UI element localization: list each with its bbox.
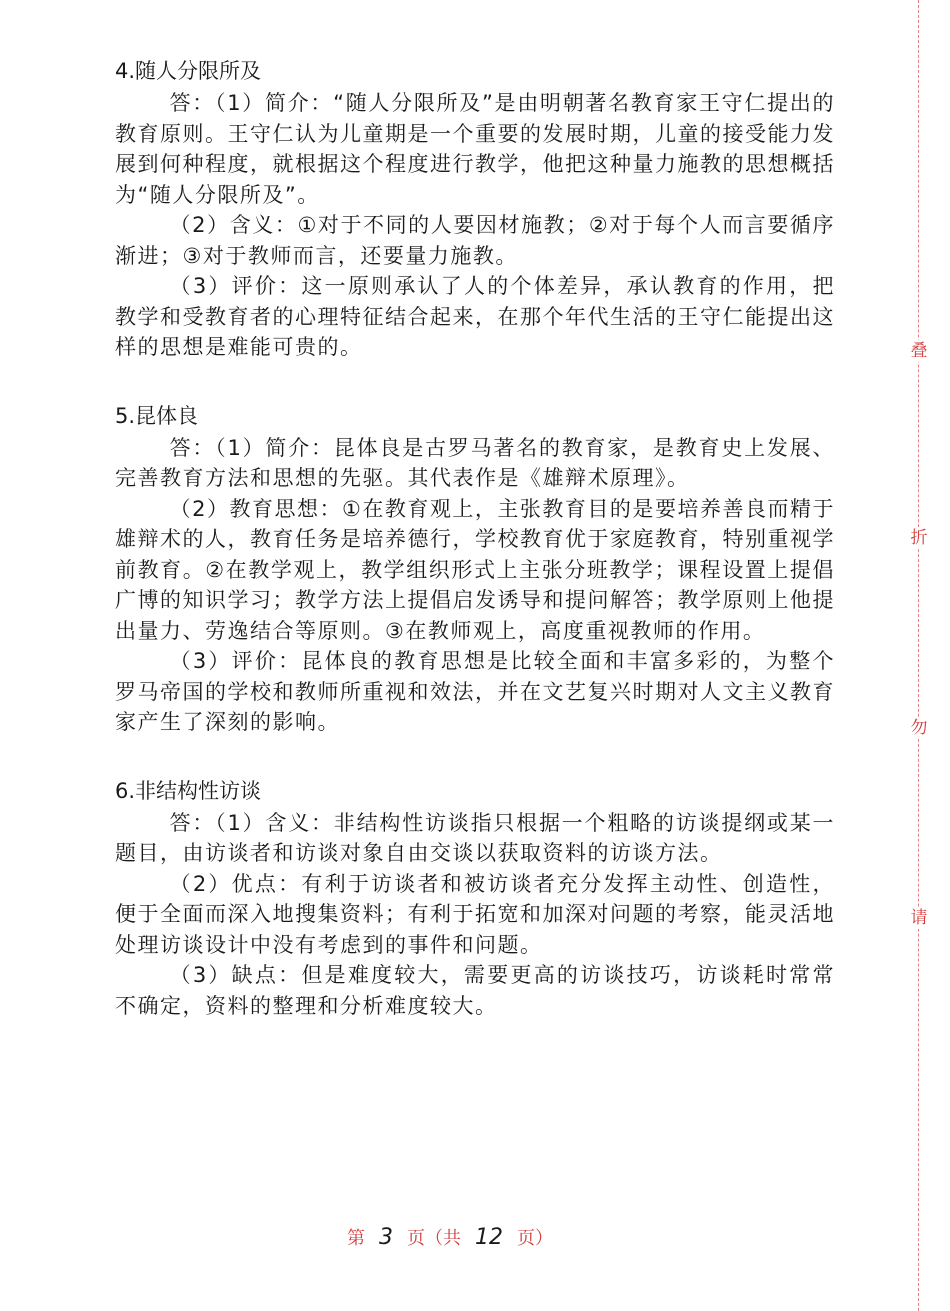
footer-suffix: 页） (517, 1228, 553, 1249)
paragraph: 答：（1）含义：非结构性访谈指只根据一个粗略的访谈提纲或某一题目，由访谈者和访谈对象自由交谈以获取资料的访谈方法。 (115, 810, 835, 865)
paragraph: 答：（1）简介：昆体良是古罗马著名的教育家，是教育史上发展、完善教育方法和思想的先驱。其代表作是《雄辩术原理》。 (115, 435, 835, 490)
margin-char: 请 (908, 907, 930, 929)
paragraph: （3）缺点：但是难度较大，需要更高的访谈技巧，访谈耗时常常不确定，资料的整理和分析难度较大。 (115, 963, 835, 1018)
section-5 (115, 399, 835, 738)
answer-content (115, 54, 835, 1057)
paragraph: 答：（1）简介：“随人分限所及”是由明朝著名教育家王守仁提出的教育原则。王守仁认为儿童期是一个重要的发展时期，儿童的接受能力发展到何种程度，就根据这个程度进行教学，他把这种量力施教的思想概括为“随人分限所及”。 (115, 91, 835, 207)
margin-char: 勿 (908, 717, 930, 739)
paragraph: （2）优点：有利于访谈者和被访谈者充分发挥主动性、创造性，便于全面而深入地搜集资料；有利于拓宽和加深对问题的考察，能灵活地处理访谈设计中没有考虑到的事件和问题。 (115, 871, 835, 957)
paragraph: （2）含义：①对于不同的人要因材施教；②对于每个人而言要循序渐进；③对于教师而言，还要量力施教。 (115, 213, 835, 268)
section-heading: 6.非结构性访谈 (115, 778, 262, 803)
section-6 (115, 774, 835, 1022)
section-heading: 4.随人分限所及 (115, 59, 262, 83)
footer-middle: 页（共 (407, 1228, 461, 1249)
section-heading: 5.昆体良 (115, 403, 199, 428)
paragraph: （2）教育思想：①在教育观上，主张教育目的是要培养善良而精于雄辩术的人，教育任务是培养德行，学校教育优于家庭教育，特别重视学前教育。②在教学观上，教学组织形式上主张分班教学；课程设置上提倡广博的知识学习；教学方法上提倡启发诱导和提问解答；教学原则上他提出量力、劳逸结合等原则。③在教师观上，高度重视教师的作用。 (115, 496, 835, 643)
margin-char: 叠 (908, 340, 930, 362)
paragraph: （3）评价：昆体良的教育思想是比较全面和丰富多彩的，为整个罗马帝国的学校和教师所重视和效法，并在文艺复兴时期对人文主义教育家产生了深刻的影响。 (115, 649, 835, 734)
section-4 (115, 54, 835, 363)
margin-char: 折 (908, 527, 930, 549)
paragraph: （3）评价：这一原则承认了人的个体差异，承认教育的作用，把教学和受教育者的心理特征结合起来，在那个年代生活的王守仁能提出这样的思想是难能可贵的。 (115, 274, 835, 359)
fold-line (918, 0, 919, 1311)
footer-prefix: 第 (347, 1228, 365, 1249)
page-footer (0, 1224, 900, 1250)
page-total: 12 (475, 1225, 503, 1250)
page-number: 3 (379, 1225, 393, 1250)
